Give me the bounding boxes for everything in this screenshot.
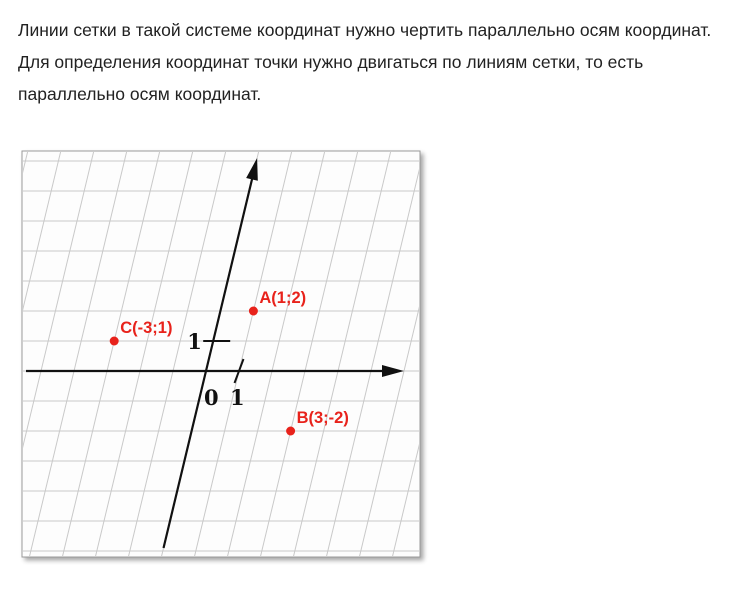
origin-label: 0 xyxy=(204,385,219,410)
y-unit-label: 1 xyxy=(187,329,202,354)
paragraph-coordinates: Для определения координат точки нужно двигаться по линиям сетки, то есть параллельно осям координат. xyxy=(18,52,644,104)
graph-paper xyxy=(22,151,420,557)
point-b-marker xyxy=(286,427,295,436)
point-c-marker xyxy=(110,337,119,346)
point-a-label: A(1;2) xyxy=(259,289,307,307)
point-a-marker xyxy=(249,307,258,316)
point-c-label: C(-3;1) xyxy=(120,319,173,337)
paragraph-grid-lines: Линии сетки в такой системе координат нужно чертить параллельно осям координат. xyxy=(18,20,712,40)
point-b-label: B(3;-2) xyxy=(296,409,349,427)
oblique-coordinate-figure xyxy=(18,145,430,565)
explanation-text xyxy=(18,14,718,110)
x-unit-label: 1 xyxy=(230,385,245,410)
figure-canvas xyxy=(18,145,430,565)
